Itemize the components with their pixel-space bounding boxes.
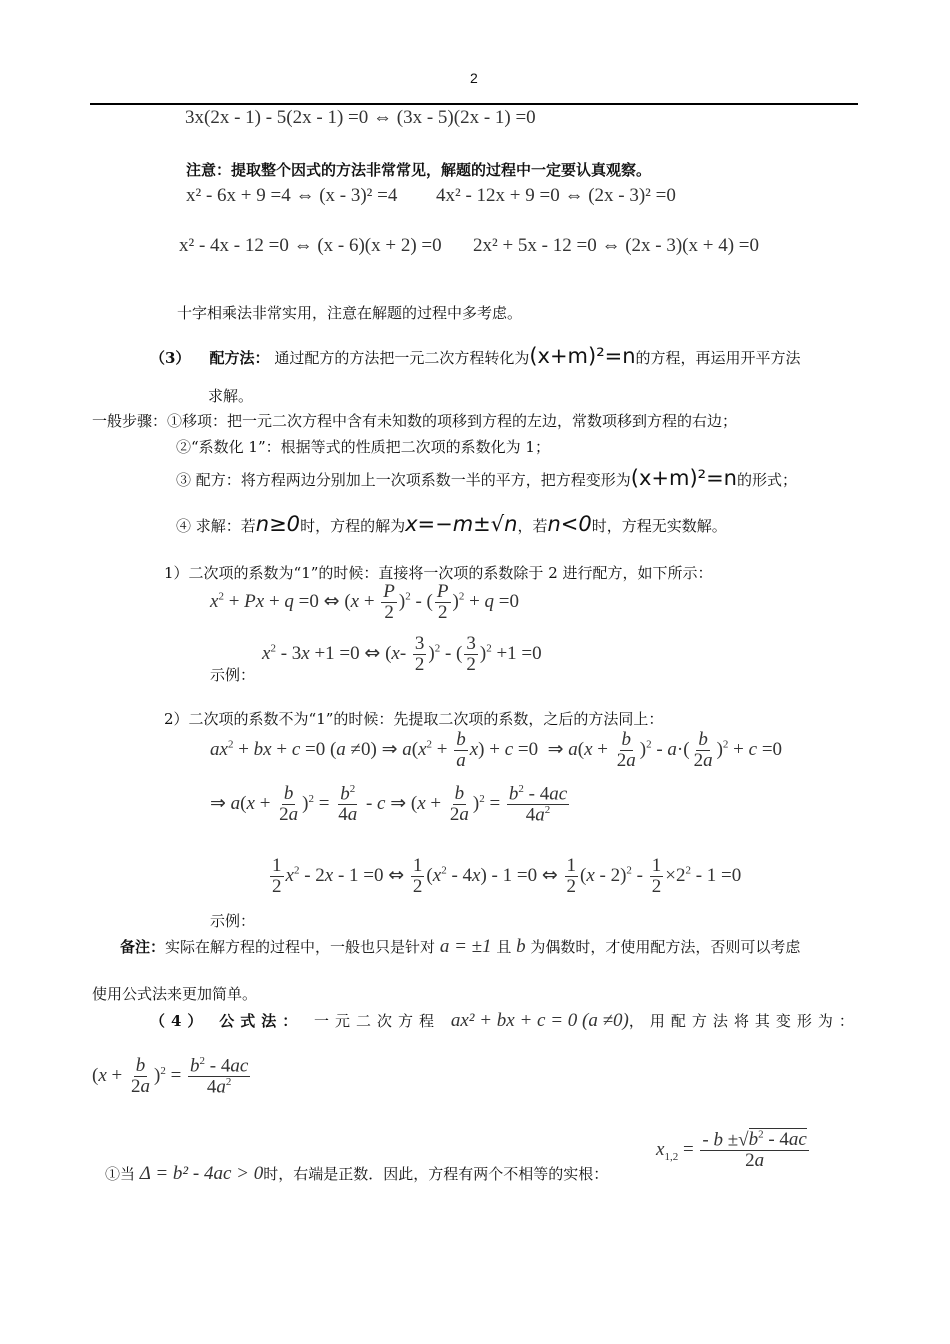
step-4-text-3: ，若 [517, 517, 548, 535]
section-3-title: 配方法： [209, 349, 270, 367]
section-4-text-2: ，用配方法将其变形为： [628, 1012, 860, 1030]
equation-square-1: x² - 6x + 9 =4 ⇔ (x - 3)² =4 [186, 185, 398, 206]
equation-factor-common: 3x(2x - 1) - 5(2x - 1) =0 ⇔ (3x - 5)(2x - 1) =0 [185, 107, 536, 128]
step-3-text: ③ 配方：将方程两边分别加上一次项系数一半的平方，把方程变形为 [176, 471, 631, 489]
example-label-1: 示例： [210, 666, 256, 684]
case-2-text: 2）二次项的系数不为“1”的时候：先提取二次项的系数，之后的方法同上： [164, 710, 664, 728]
remark-text: 实际在解方程的过程中，一般也只是针对 [165, 938, 436, 956]
steps-step-1 [92, 410, 737, 431]
remark-condition-b: b [516, 936, 526, 957]
section-3-text: 通过配方的方法把一元二次方程转化为 [274, 349, 530, 367]
remark-text-3: 为偶数时，才使用配方法，否则可以考虑 [530, 938, 801, 956]
note-factor: 注意：提取整个因式的方法非常常见，解题的过程中一定要认真观察。 [186, 161, 652, 179]
remark-text-4: 使用公式法来更加简单。 [92, 985, 258, 1003]
condition-1 [105, 1163, 608, 1185]
section-4-equation: ax² + bx + c = 0 (a ≠0) [450, 1010, 629, 1031]
steps-label: 一般步骤： [92, 412, 168, 430]
step-4-text-4: 时，方程无实数解。 [591, 517, 727, 535]
step-4-text-2: 时，方程的解为 [300, 517, 406, 535]
step-4 [176, 512, 727, 536]
case-2-equation-2: ⇒ a(x + $\frac{b}{2a}$ )$^2$ = $\frac{b^2}{4a}$ - c ⇒ (x + $\frac{b}{2a}$ )$^2$ = $\frac{b^2 - 4ac}{4a^2}$ [210, 783, 568, 826]
condition-1-text: ①当 [105, 1165, 136, 1183]
equation-cross-1: x² - 4x - 12 =0 ⇔ (x - 6)(x + 2) =0 [179, 235, 442, 256]
section-4-completed-square: (x + $\frac{b}{2a}$ )$^2$ = $\frac{b^2 - 4ac}{4a^2}$ [92, 1055, 249, 1098]
step-1-text: ①移项：把一元二次方程中含有未知数的项移到方程的左边，常数项移到方程的右边； [167, 412, 738, 430]
step-3 [176, 466, 797, 490]
section-4-heading [150, 1010, 860, 1032]
section-4-text: 一元二次方程 [314, 1012, 441, 1030]
remark-label: 备注： [120, 938, 166, 956]
case-1-example-equation: $x^2 - 3x +1 =0$ ⇔ (x- $\frac{3}{2}$ )$^2$ - ( $\frac{3}{2}$ )$^2$ +1 =0 [262, 633, 542, 675]
remark [120, 936, 800, 958]
equation-cross-2: 2x² + 5x - 12 =0 ⇔ (2x - 3)(x + 4) =0 [473, 235, 760, 256]
header-rule [90, 103, 858, 105]
case-1-text: 1）二次项的系数为“1”的时候：直接将一次项的系数除于 2 进行配方，如下所示： [164, 564, 713, 582]
section-3-text-2: 的方程，再运用开平方法 [635, 349, 801, 367]
remark-text-2: 且 [496, 938, 512, 956]
case-2-example-equation: $\frac{1}{2}$ $x^2 - 2x - 1 =0$ ⇔ $\frac{1}{2}$ $(x^2 - 4x) - 1 =0$ ⇔ $\frac{1}{2}$ (x - 2)$^2$ - $\frac{1}{2}$ $\times 2^2 - 1 =0$ [272, 855, 742, 897]
condition-1-text-2: 时，右端是正数．因此，方程有两个不相等的实根： [263, 1165, 609, 1183]
cross-method-note: 十字相乘法非常实用，注意在解题的过程中多考虑。 [177, 304, 523, 322]
section-3-formula: (x+m)²=n [529, 344, 636, 368]
condition-1-discriminant: Δ = b² - 4ac > 0 [139, 1163, 264, 1184]
section-4-title: 公式法： [219, 1012, 304, 1030]
case-2-equation-1: $ax^2$ + bx + c =0 (a ≠0) ⇒ $a(x^2$ + $\frac{b}{a}$ x) + c =0 ⇒ a(x + $\frac{b}{2a}$ )$^2$ - a·( $\frac{b}{2a}$ )$^2$ + c =0 [210, 729, 783, 771]
remark-condition-a: a = ±1 [439, 936, 492, 957]
step-3-text-2: 的形式； [736, 471, 797, 489]
equation-square-2: 4x² - 12x + 9 =0 ⇔ (2x - 3)² =0 [436, 185, 676, 206]
case-1-general-equation: $x^2 + Px + q =0$ ⇔ (x + $\frac{P}{2}$ )$^2$ - ( $\frac{P}{2}$ )$^2$ + q =0 [210, 581, 520, 623]
section-3-label: （3） [150, 349, 191, 367]
step-4-condition-1: n≥0 [255, 512, 301, 536]
step-3-formula: (x+m)²=n [630, 466, 737, 490]
step-4-solution: x=−m±√n [405, 512, 518, 536]
step-4-condition-2: n<0 [547, 512, 592, 536]
section-4-label: （4） [150, 1012, 209, 1030]
step-4-text: ④ 求解：若 [176, 517, 256, 535]
example-label-2: 示例： [210, 912, 256, 930]
section-3-text-3: 求解。 [208, 387, 254, 405]
page-number: 2 [470, 70, 478, 86]
section-3-heading [150, 344, 801, 368]
quadratic-formula: $x_{1,2}$ = $\frac{- b \pm√b^2 - 4ac}{2a}$ [656, 1129, 807, 1172]
step-2: ②“系数化 1”：根据等式的性质把二次项的系数化为 1； [176, 438, 550, 456]
